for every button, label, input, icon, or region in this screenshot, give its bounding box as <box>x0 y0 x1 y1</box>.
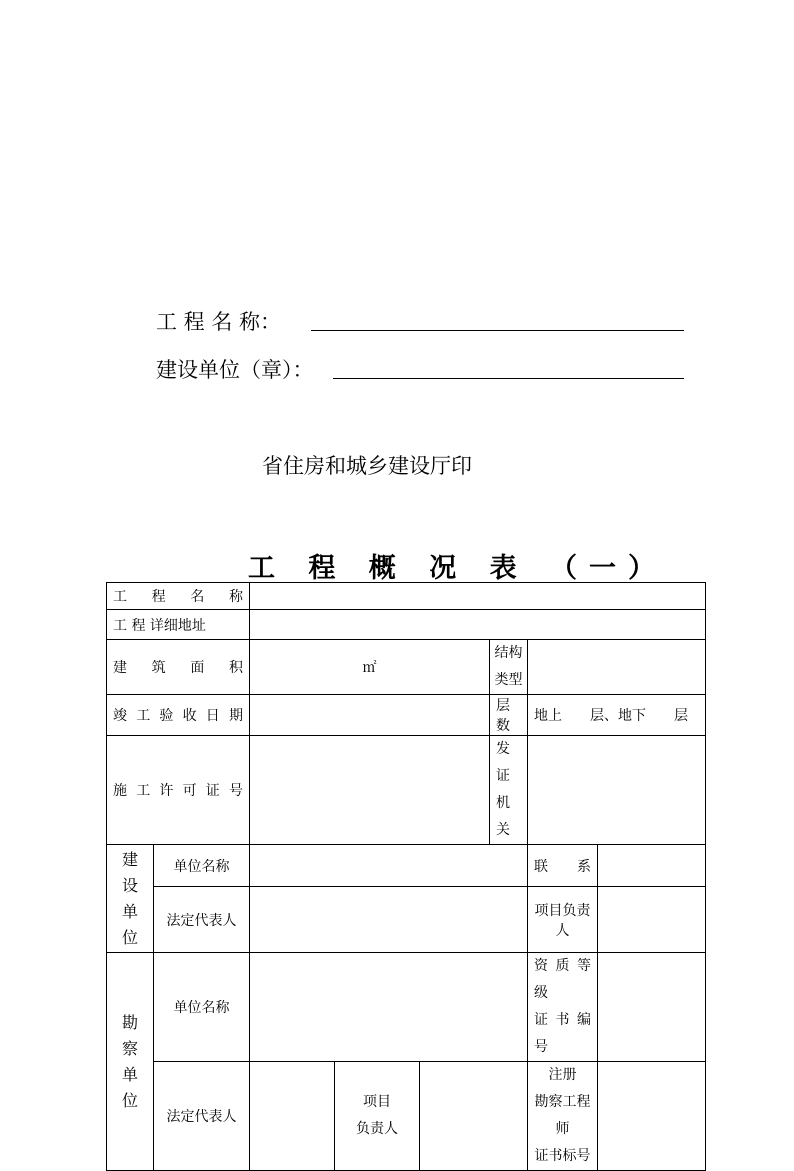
builder-contact-label: 联 系 <box>528 845 598 887</box>
engineer-line-1: 注册 <box>548 1067 577 1083</box>
qualification-line-1: 资 质 等 级 <box>534 958 592 1001</box>
table-row <box>107 887 706 953</box>
engineer-line-3: 证书标号 <box>534 1148 591 1164</box>
table-row <box>107 610 706 640</box>
qualification-line-2: 证 书 编 号 <box>534 1012 592 1055</box>
qualification-cell <box>528 953 598 1062</box>
detailed-address-input[interactable] <box>250 610 706 640</box>
project-overview-table <box>106 582 706 1171</box>
builder-project-leader-label: 项目负责人 <box>528 887 598 953</box>
survey-project-leader-cell <box>335 1062 420 1171</box>
engineer-cell <box>528 1062 598 1171</box>
survey-unit-name-input[interactable] <box>250 953 528 1062</box>
builder-unit-group: 建 设 单 位 <box>107 845 154 953</box>
issuing-authority-line-1: 发 证 <box>496 741 525 784</box>
builder-unit-name-input[interactable] <box>250 845 528 887</box>
table-row <box>107 640 706 695</box>
building-area-input[interactable] <box>250 640 490 695</box>
builder-label: 建设单位（章）： <box>156 358 314 382</box>
builder-legal-rep-label: 法定代表人 <box>154 887 250 953</box>
project-name-input[interactable] <box>250 583 706 610</box>
table-row <box>107 695 706 736</box>
building-area-cell: 建 筑 面 积 <box>107 640 250 695</box>
survey-project-leader-line-1: 项目 <box>363 1094 392 1110</box>
detailed-address-cell: 工 程 详细地址 <box>107 610 250 640</box>
completion-date-cell: 竣 工 验 收 日 期 <box>107 695 250 736</box>
project-name-label: 工 程 名 称： <box>156 310 282 334</box>
structure-type-input[interactable] <box>528 640 706 695</box>
builder-unit-name-label: 单位名称 <box>154 845 250 887</box>
builder-underline[interactable] <box>333 378 684 379</box>
table-row <box>107 953 706 1062</box>
survey-project-leader-input[interactable] <box>420 1062 528 1171</box>
builder-field <box>156 354 684 384</box>
project-name-underline[interactable] <box>311 330 684 331</box>
survey-project-leader-line-2: 负责人 <box>356 1121 399 1137</box>
structure-type-cell <box>490 640 528 695</box>
qualification-input[interactable] <box>598 953 706 1062</box>
area-unit: ㎡ <box>362 660 377 676</box>
project-name-field <box>156 306 684 336</box>
survey-unit-group: 勘 察 单 位 <box>107 953 154 1171</box>
issuer-text: 省住房和城乡建设厅印 <box>262 454 472 478</box>
project-name-cell: 工 程 名 称 <box>107 583 250 610</box>
issuing-authority-input[interactable] <box>528 736 706 845</box>
builder-contact-input[interactable] <box>598 845 706 887</box>
table-row <box>107 1062 706 1171</box>
floors-label-cell: 层 数 <box>490 695 528 736</box>
completion-date-input[interactable] <box>250 695 490 736</box>
table-row <box>107 736 706 845</box>
builder-legal-rep-input[interactable] <box>250 887 528 953</box>
engineer-input[interactable] <box>598 1062 706 1171</box>
structure-type-line-2: 类型 <box>494 672 523 688</box>
permit-number-input[interactable] <box>250 736 490 845</box>
structure-type-line-1: 结构 <box>494 645 523 661</box>
survey-unit-name-label: 单位名称 <box>154 953 250 1062</box>
engineer-line-2: 勘察工程师 <box>534 1094 591 1137</box>
table-row <box>107 845 706 887</box>
floors-value-cell[interactable]: 地上 层、地下 层 <box>528 695 706 736</box>
issuing-authority-cell <box>490 736 528 845</box>
builder-project-leader-input[interactable] <box>598 887 706 953</box>
survey-legal-rep-label: 法定代表人 <box>154 1062 250 1171</box>
survey-legal-rep-input[interactable] <box>250 1062 335 1171</box>
issuing-authority-line-2: 机 关 <box>496 795 525 838</box>
permit-number-cell: 施 工 许 可 证 号 <box>107 736 250 845</box>
table-title: 工 程 概 况 表 （一） <box>248 553 667 584</box>
table-row <box>107 583 706 610</box>
